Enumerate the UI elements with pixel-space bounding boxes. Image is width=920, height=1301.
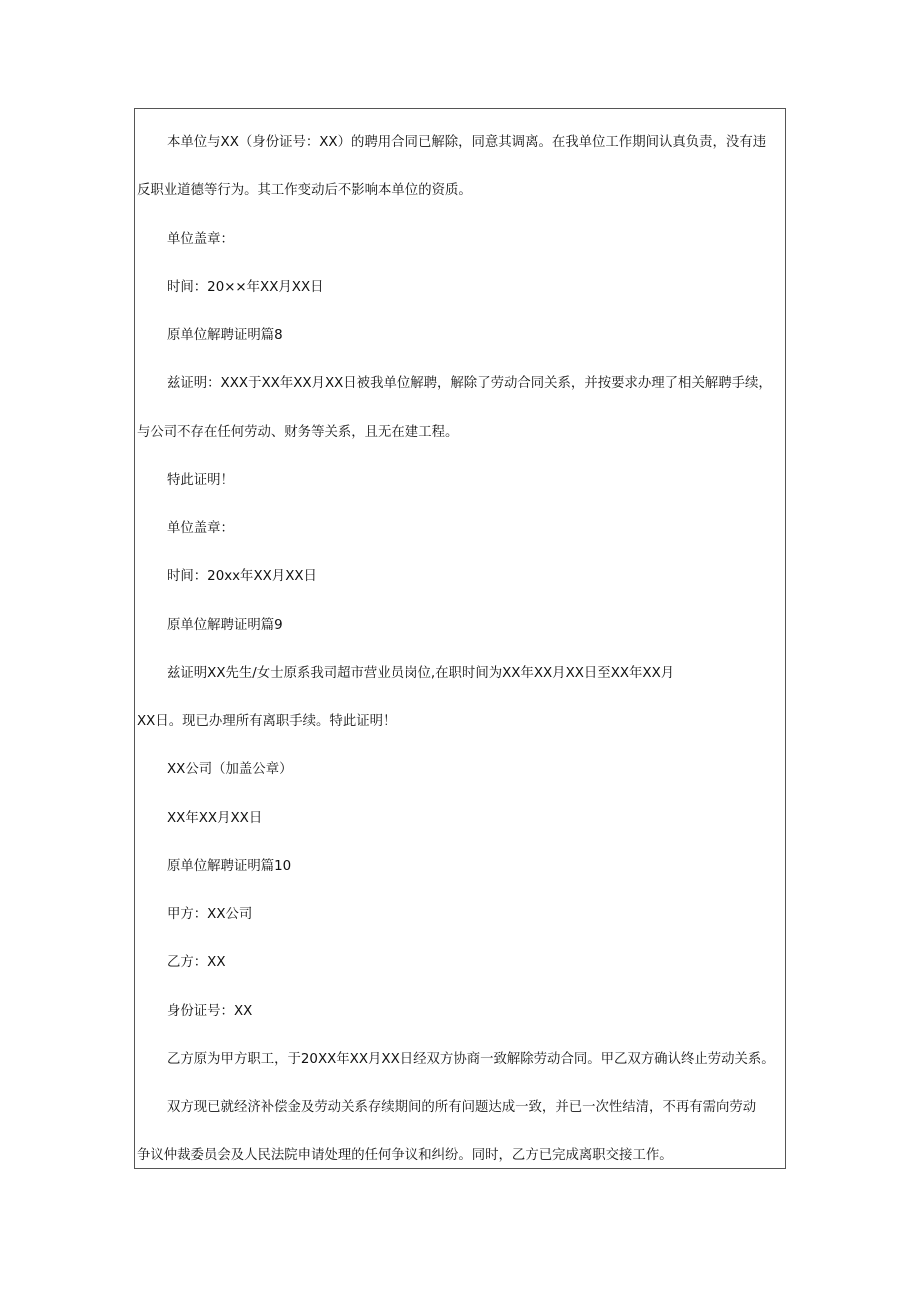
section-heading-10: 原单位解聘证明篇10: [167, 859, 292, 874]
seal-label: 单位盖章：: [167, 521, 234, 536]
paragraph-line-8: 双方现已就经济补偿金及劳动关系存续期间的所有问题达成一致，并已一次性结清，不再有需向劳动: [167, 1100, 757, 1115]
party-a-line: 甲方：XX公司: [167, 907, 253, 922]
paragraph-line-2: 反职业道德等行为。其工作变动后不影响本单位的资质。: [137, 183, 472, 198]
company-seal-line: XX公司（加盖公章）: [167, 762, 293, 777]
date-line: XX年XX月XX日: [167, 811, 263, 826]
paragraph-line-1: 本单位与XX（身份证号：XX）的聘用合同已解除，同意其调离。在我单位工作期间认真负责，没有违: [167, 135, 767, 150]
paragraph-line-4: 与公司不存在任何劳动、财务等关系，且无在建工程。: [137, 425, 459, 440]
section-heading-8: 原单位解聘证明篇8: [167, 328, 283, 343]
seal-label: 单位盖章：: [167, 232, 234, 247]
paragraph-line-3: 兹证明：XXX于XX年XX月XX日被我单位解聘，解除了劳动合同关系，并按要求办理了相关解聘手续，: [167, 376, 772, 391]
paragraph-line-5: 兹证明XX先生/女士原系我司超市营业员岗位,在职时间为XX年XX月XX日至XX年XX月: [167, 666, 675, 681]
paragraph-line-6: XX日。现已办理所有离职手续。特此证明！: [137, 714, 397, 729]
party-b-line: 乙方：XX: [167, 955, 226, 970]
id-number-line: 身份证号：XX: [167, 1004, 253, 1019]
certify-line: 特此证明！: [167, 473, 234, 488]
date-line: 时间：20xx年XX月XX日: [167, 569, 317, 584]
paragraph-line-7: 乙方原为甲方职工，于20XX年XX月XX日经双方协商一致解除劳动合同。甲乙双方确认终止劳动关系。: [167, 1052, 775, 1067]
date-line: 时间：20××年XX月XX日: [167, 280, 324, 295]
section-heading-9: 原单位解聘证明篇9: [167, 618, 283, 633]
paragraph-line-9: 争议仲裁委员会及人民法院申请处理的任何争议和纠纷。同时，乙方已完成离职交接工作。: [137, 1148, 673, 1163]
